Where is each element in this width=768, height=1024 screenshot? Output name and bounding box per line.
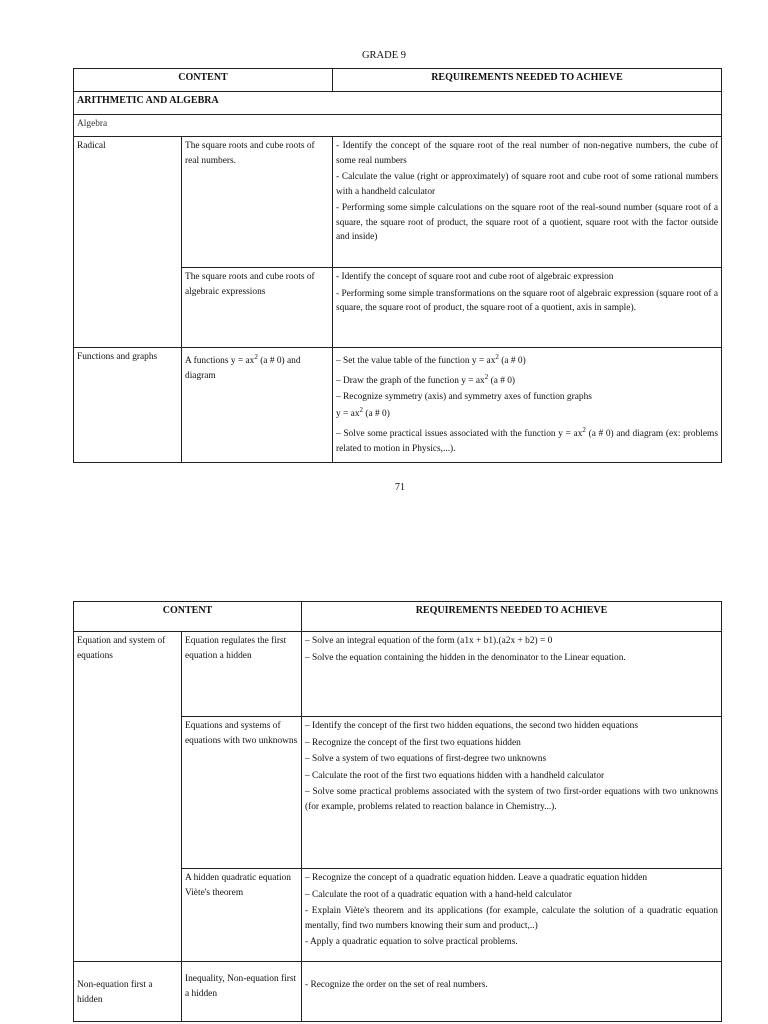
subtopic-cell: Equations and systems of equations with two unknowns bbox=[182, 717, 302, 869]
requirements-cell bbox=[333, 268, 722, 348]
requirements-cell bbox=[333, 137, 722, 268]
requirement-item: - Recognize the order on the set of real numbers. bbox=[305, 980, 488, 990]
requirements-cell bbox=[302, 962, 722, 1022]
subtopic-post: (a # 0) and diagram bbox=[185, 356, 301, 381]
requirement-item: $y = ax^2$ (a # 0) bbox=[336, 405, 390, 419]
subtopic-line: A hidden quadratic equation bbox=[185, 873, 291, 883]
subtopic-cell: The square roots and cube roots of algebraic expressions bbox=[182, 268, 333, 348]
topic-inequality: Non-equation first a hidden bbox=[74, 962, 182, 1022]
subtopic-cell: Equation regulates the first equation a hidden bbox=[182, 632, 302, 717]
requirement-item: - Explain Viète's theorem and its applications (for example, calculate the solution of a quadratic equation mentally, find two numbers knowing their sum and product,..) bbox=[305, 906, 718, 931]
requirement-item: - Performing some simple transformations on the square root of algebraic expression (square root of a square, the square root of product, the square root of a quotient, axis in sample). bbox=[336, 288, 718, 313]
header-content: CONTENT bbox=[74, 602, 302, 632]
requirement-item: - Performing some simple calculations on the square root of the real-sound number (square root of a square, the square root of product, the square root of a quotient, square root with the factor outside and inside) bbox=[336, 203, 718, 242]
requirement-item: - Apply a quadratic equation to solve practical problems. bbox=[305, 937, 518, 947]
subtopic-pre: A functions y = ax bbox=[185, 356, 255, 366]
subtopic-cell: The square roots and cube roots of real numbers. bbox=[182, 137, 333, 268]
requirement-item: – Solve the equation containing the hidden in the denominator to the Linear equation. bbox=[305, 652, 626, 663]
requirement-item: – Recognize the concept of the first two equations hidden bbox=[305, 737, 521, 748]
grade-title: GRADE 9 bbox=[361, 50, 407, 61]
requirement-item: – Draw the graph of the function $y = ax^2$ (a # 0) bbox=[336, 372, 516, 386]
topic-radical: Radical bbox=[74, 137, 182, 348]
requirement-item: – Solve a system of two equations of first-degree two unknowns bbox=[305, 754, 547, 764]
requirements-cell bbox=[302, 869, 722, 962]
topic-equations: Equation and system of equations bbox=[74, 632, 182, 962]
curriculum-table-page-2 bbox=[73, 601, 722, 1022]
requirement-item: – Recognize the concept of a quadratic equation hidden. Leave a quadratic equation hidden bbox=[305, 873, 648, 883]
requirement-item: – Calculate the root of a quadratic equation with a hand-held calculator bbox=[305, 889, 572, 900]
requirement-item: – Solve some practical problems associated with the system of two first-order equations with two unknowns (for example, problems related to reaction balance in Chemistry...). bbox=[305, 787, 718, 812]
requirement-item: - Identify the concept of the square root of the real number of non-negative numbers, the cube of some real numbers bbox=[336, 141, 718, 166]
header-requirements: REQUIREMENTS NEEDED TO ACHIEVE bbox=[333, 69, 722, 92]
subsection-title: Algebra bbox=[74, 115, 722, 137]
header-content: CONTENT bbox=[74, 69, 333, 92]
subtopic-cell bbox=[182, 348, 333, 463]
page-number: 71 bbox=[395, 482, 405, 493]
requirements-cell bbox=[333, 348, 722, 463]
requirement-item: – Solve an integral equation of the form (a1x + b1).(a2x + b2) = 0 bbox=[305, 636, 553, 646]
requirements-cell bbox=[302, 632, 722, 717]
subtopic-line: Viète's theorem bbox=[185, 887, 244, 898]
exponent: 2 bbox=[254, 353, 258, 361]
curriculum-table-page-1 bbox=[73, 68, 722, 463]
requirements-cell bbox=[302, 717, 722, 869]
requirement-item: – Calculate the root of the first two equations hidden with a handheld calculator bbox=[305, 770, 605, 781]
requirement-item: – Recognize symmetry (axis) and symmetry axes of function graphs bbox=[336, 392, 592, 402]
requirement-item: – Solve some practical issues associated with the function $y = ax^2$ (a # 0) and diagram (ex: problems related to motion in Physics,...). bbox=[336, 426, 719, 454]
header-requirements: REQUIREMENTS NEEDED TO ACHIEVE bbox=[302, 602, 722, 632]
topic-functions: Functions and graphs bbox=[74, 348, 182, 463]
requirement-item: – Set the value table of the function $y = ax^2$ (a # 0) bbox=[336, 353, 526, 366]
requirement-item: - Identify the concept of square root and cube root of algebraic expression bbox=[336, 272, 614, 282]
subtopic-cell bbox=[182, 869, 302, 962]
requirement-item: – Identify the concept of the first two hidden equations, the second two hidden equations bbox=[305, 721, 638, 731]
subtopic-cell: Inequality, Non-equation first a hidden bbox=[182, 962, 302, 1022]
requirement-item: - Calculate the value (right or approximately) of square root and cube root of some rational numbers with a handheld calculator bbox=[336, 172, 718, 197]
section-title: ARITHMETIC AND ALGEBRA bbox=[74, 92, 722, 115]
